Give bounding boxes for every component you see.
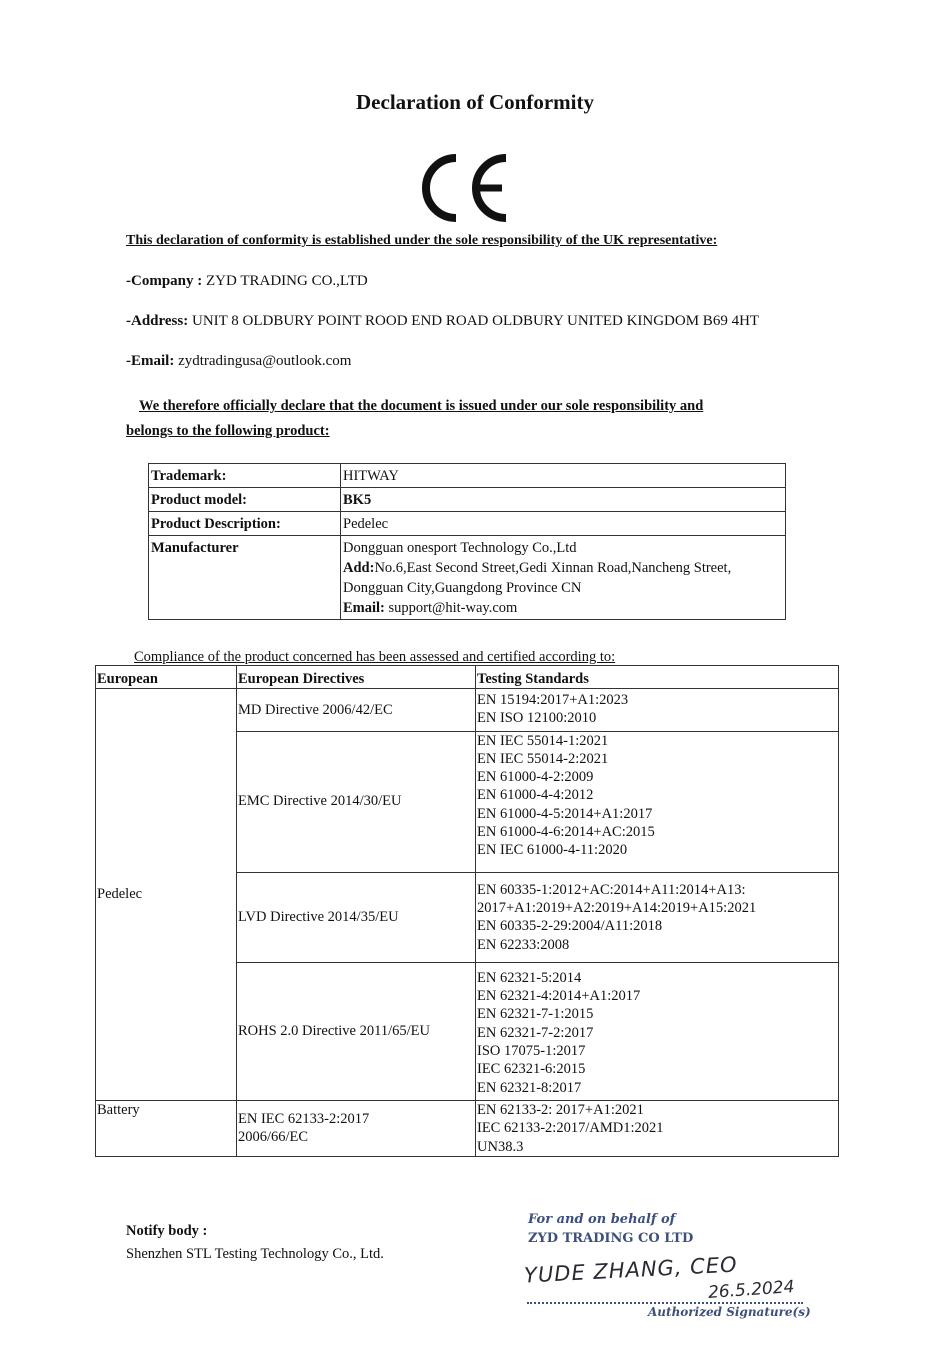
notify-label: Notify body : — [126, 1223, 208, 1239]
standard-item: EN 61000-4-6:2014+AC:2015 — [477, 824, 655, 841]
manufacturer-email-label: Email: — [343, 600, 385, 616]
manufacturer-email-value: support@hit-way.com — [384, 600, 518, 616]
directive-md: MD Directive 2006/42/EC — [237, 689, 476, 732]
directive-lvd: LVD Directive 2014/35/EU — [237, 872, 476, 962]
manufacturer-address-1 — [343, 558, 783, 578]
authorized-signature-label: Authorized Signature(s) — [648, 1305, 811, 1319]
standards-lvd — [476, 872, 839, 962]
directive-rohs: ROHS 2.0 Directive 2011/65/EU — [237, 962, 476, 1100]
ce-mark-icon — [412, 150, 512, 226]
trademark-value: HITWAY — [341, 464, 786, 488]
standard-item: EN 62321-5:2014 — [477, 969, 582, 986]
header-european: European — [96, 666, 237, 689]
declaration-text — [126, 394, 816, 444]
standard-item: EN 61000-4-4:2012 — [477, 787, 594, 804]
standards-md — [476, 689, 839, 732]
signature-line — [527, 1302, 803, 1304]
standards-emc — [476, 731, 839, 872]
company-value: ZYD TRADING CO.,LTD — [202, 273, 368, 289]
standard-item: EN 60335-2-29:2004/A11:2018 — [477, 918, 663, 935]
standard-item: IEC 62133-2:2017/AMD1:2021 — [477, 1120, 664, 1137]
table-row — [149, 512, 786, 536]
trademark-label: Trademark: — [149, 464, 341, 488]
standards-battery — [476, 1100, 839, 1156]
standard-item: EN 62321-4:2014+A1:2017 — [477, 988, 641, 1005]
add-label: Add: — [343, 560, 375, 576]
category-battery: Battery — [96, 1100, 237, 1156]
manufacturer-value — [341, 536, 786, 620]
model-label: Product model: — [149, 488, 341, 512]
product-table — [148, 463, 786, 620]
header-standards: Testing Standards — [476, 666, 839, 689]
standard-item: EN IEC 61000-4-11:2020 — [477, 842, 628, 859]
handwritten-signature: YUDE ZHANG, CEO — [523, 1252, 739, 1288]
responsibility-statement: This declaration of conformity is established under the sole responsibility of the UK representative: — [126, 233, 718, 248]
directive-battery — [237, 1100, 476, 1156]
notify-value: Shenzhen STL Testing Technology Co., Ltd. — [126, 1246, 384, 1262]
stamp-line-1: For and on behalf of — [528, 1212, 676, 1227]
address-line — [126, 313, 759, 330]
directive-emc: EMC Directive 2014/30/EU — [237, 731, 476, 872]
standard-item: EN 60335-1:2012+AC:2014+A11:2014+A13: — [477, 881, 746, 898]
declaration-line-2: belongs to the following product: — [126, 423, 330, 439]
model-value: BK5 — [341, 488, 786, 512]
standard-item: EN 15194:2017+A1:2023 — [477, 692, 629, 708]
table-row — [149, 488, 786, 512]
manufacturer-address-2: Dongguan City,Guangdong Province CN — [343, 580, 582, 596]
standard-item: EN 62321-8:2017 — [477, 1079, 582, 1096]
standard-item: 2017+A1:2019+A2:2019+A14:2019+A15:2021 — [477, 899, 757, 916]
standard-item: EN IEC 55014-2:2021 — [477, 750, 609, 767]
document-title: Declaration of Conformity — [356, 90, 594, 114]
standard-item: EN 62133-2: 2017+A1:2021 — [477, 1101, 644, 1118]
manufacturer-email — [343, 598, 783, 618]
add-value-1: No.6,East Second Street,Gedi Xinnan Road,Nancheng Street, — [374, 560, 732, 576]
email-label: -Email: — [126, 353, 175, 369]
table-row — [149, 464, 786, 488]
company-line — [126, 273, 368, 290]
email-value: zydtradingusa@outlook.com — [174, 353, 352, 369]
standard-item: EN 61000-4-5:2014+A1:2017 — [477, 805, 653, 822]
table-row — [149, 536, 786, 620]
manufacturer-name: Dongguan onesport Technology Co.,Ltd — [343, 540, 577, 556]
declaration-line-1: We therefore officially declare that the document is issued under our sole responsibility and — [139, 398, 704, 414]
standard-item: EN 62321-7-1:2015 — [477, 1006, 594, 1023]
standard-item: EN 61000-4-2:2009 — [477, 769, 594, 786]
email-line — [126, 353, 351, 370]
manufacturer-label: Manufacturer — [149, 536, 341, 620]
standards-rohs — [476, 962, 839, 1100]
description-label: Product Description: — [149, 512, 341, 536]
standard-item: EN 62233:2008 — [477, 936, 570, 953]
description-value: Pedelec — [341, 512, 786, 536]
company-stamp — [528, 1210, 693, 1248]
company-label: -Company : — [126, 273, 203, 289]
directive-item: 2006/66/EC — [238, 1129, 309, 1146]
header-directives: European Directives — [237, 666, 476, 689]
address-label: -Address: — [126, 313, 189, 329]
standard-item: EN IEC 55014-1:2021 — [477, 732, 609, 749]
stamp-line-2: ZYD TRADING CO LTD — [528, 1231, 694, 1246]
table-header-row — [96, 666, 839, 689]
handwritten-date: 26.5.2024 — [707, 1277, 796, 1303]
standard-item: EN 62321-7-2:2017 — [477, 1024, 594, 1041]
standard-item: UN38.3 — [477, 1138, 524, 1155]
standard-item: IEC 62321-6:2015 — [477, 1061, 586, 1078]
table-row — [96, 1100, 839, 1156]
table-row — [96, 689, 839, 732]
notify-body — [126, 1220, 384, 1266]
address-value: UNIT 8 OLDBURY POINT ROOD END ROAD OLDBURY UNITED KINGDOM B69 4HT — [188, 313, 760, 329]
compliance-caption: Compliance of the product concerned has been assessed and certified according to: — [134, 649, 616, 665]
compliance-table — [95, 665, 839, 1157]
standard-item: ISO 17075-1:2017 — [477, 1043, 586, 1060]
directive-item: EN IEC 62133-2:2017 — [238, 1111, 370, 1128]
category-pedelec: Pedelec — [96, 689, 237, 1101]
standard-item: EN ISO 12100:2010 — [477, 710, 597, 727]
